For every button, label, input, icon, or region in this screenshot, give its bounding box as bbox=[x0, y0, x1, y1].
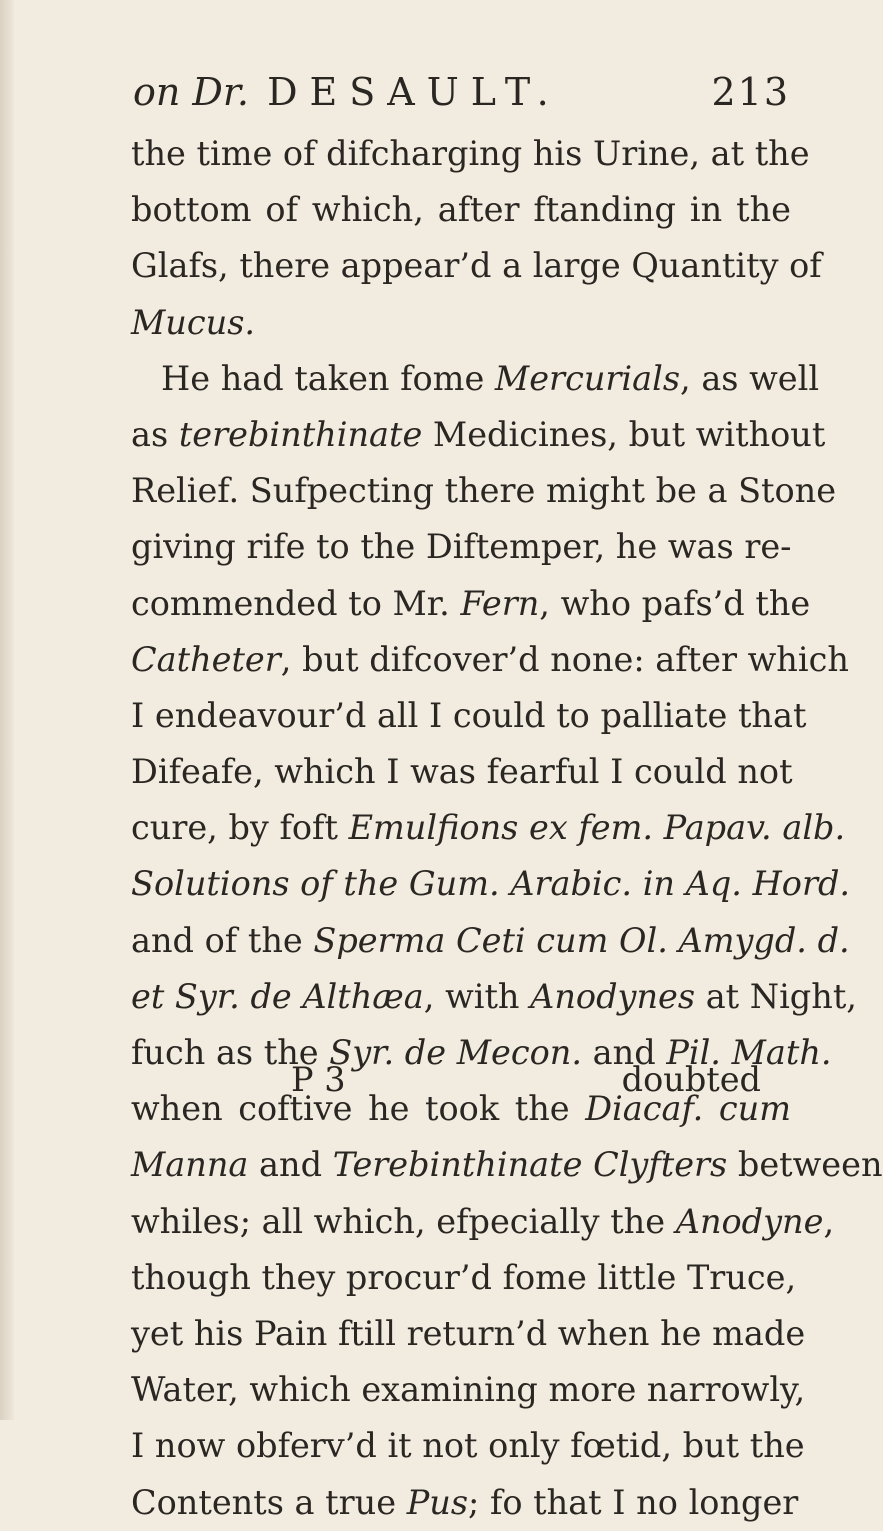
italic-segment: Anodynes bbox=[530, 976, 696, 1016]
text-segment: at Night, bbox=[695, 976, 857, 1016]
text-segment: yet his Pain ftill return’d when he made bbox=[131, 1313, 806, 1353]
text-segment: Relief. Sufpecting there might be a Stone bbox=[131, 471, 837, 511]
text-line bbox=[131, 1194, 835, 1250]
italic-segment: Pil. Math. bbox=[666, 1033, 832, 1072]
text-segment: commended to Mr. bbox=[131, 583, 461, 623]
text-segment: Water, which examining more narrowly, bbox=[131, 1370, 806, 1410]
italic-segment: terebinthinate bbox=[178, 414, 423, 454]
text-line bbox=[131, 1306, 806, 1362]
text-segment: Contents a true bbox=[131, 1482, 407, 1522]
text-segment: , with bbox=[423, 976, 531, 1016]
italic-segment: Anodyne bbox=[675, 1201, 824, 1241]
text-segment: and bbox=[582, 1033, 667, 1072]
text-line bbox=[131, 519, 791, 575]
text-segment: though they procur’d fome little Truce, bbox=[131, 1257, 797, 1297]
text-line bbox=[131, 1362, 806, 1418]
text-line bbox=[131, 1418, 805, 1474]
text-segment: between bbox=[727, 1145, 883, 1185]
text-segment: and of the bbox=[131, 920, 314, 960]
signature-mark: P 3 bbox=[291, 1060, 346, 1099]
text-line bbox=[131, 856, 851, 912]
text-segment: Medicines, but without bbox=[422, 414, 826, 454]
italic-segment: Emulfions ex fem. Papav. alb. bbox=[348, 808, 846, 848]
text-segment: ; fo that I no longer bbox=[468, 1482, 799, 1522]
page-binding-edge bbox=[0, 0, 14, 1420]
text-segment: the time of difcharging his Urine, at the bbox=[131, 134, 810, 173]
text-segment: , but difcover’d none: after which bbox=[280, 639, 849, 679]
text-line bbox=[131, 632, 849, 688]
text-line bbox=[131, 238, 822, 294]
text-line bbox=[131, 407, 826, 463]
text-segment: Glafs, there appear’d a large Quantity of bbox=[131, 246, 822, 286]
text-line bbox=[131, 463, 837, 519]
header-prefix: on Dr. bbox=[133, 70, 249, 114]
italic-segment: Mucus. bbox=[131, 302, 256, 342]
italic-segment: Diacaf. cum bbox=[585, 1089, 792, 1129]
text-segment: when coftive he took the bbox=[131, 1089, 586, 1129]
text-segment: , bbox=[823, 1201, 835, 1241]
text-segment: cure, by foft bbox=[131, 808, 349, 848]
text-segment: giving rife to the Diftemper, he was re- bbox=[131, 527, 792, 567]
text-line bbox=[131, 688, 807, 744]
text-line bbox=[131, 182, 791, 238]
page-footer bbox=[131, 1060, 791, 1120]
text-line bbox=[131, 1250, 797, 1306]
text-segment: , as well bbox=[680, 358, 820, 398]
italic-segment: Terebinthinate Clyfters bbox=[332, 1145, 728, 1185]
italic-segment: Mercurials bbox=[494, 358, 681, 398]
running-header bbox=[133, 70, 800, 130]
italic-segment: Pus bbox=[406, 1482, 469, 1522]
italic-segment: Solutions of the Gum. Arabic. in Aq. Hord. bbox=[131, 864, 851, 904]
text-line bbox=[131, 800, 846, 856]
text-segment: and bbox=[248, 1145, 333, 1185]
italic-segment: Sperma Ceti cum Ol. Amygd. d. bbox=[313, 920, 850, 960]
header-author: DESAULT. bbox=[267, 70, 561, 114]
italic-segment: et Syr. de Althæa bbox=[131, 976, 424, 1016]
text-line bbox=[131, 969, 857, 1025]
text-line bbox=[131, 913, 850, 969]
text-line bbox=[131, 295, 791, 351]
text-line bbox=[131, 351, 820, 407]
italic-segment: Fern bbox=[460, 583, 540, 623]
text-line bbox=[131, 576, 811, 632]
italic-segment: Manna bbox=[131, 1145, 249, 1185]
text-segment: , who pafs’d the bbox=[539, 583, 811, 623]
italic-segment: Syr. de Mecon. bbox=[329, 1033, 583, 1072]
text-segment: I now obferv’d it not only fœtid, but the bbox=[131, 1426, 805, 1466]
text-line bbox=[131, 1475, 799, 1531]
catchword: doubted bbox=[621, 1060, 761, 1099]
text-segment: He had taken fome bbox=[161, 358, 495, 398]
text-segment: bottom of which, after ftanding in the bbox=[131, 190, 791, 230]
text-line bbox=[131, 1137, 883, 1193]
text-segment: Difeafe, which I was fearful I could not bbox=[131, 752, 793, 792]
page-number: 213 bbox=[711, 70, 790, 114]
text-segment: as bbox=[131, 414, 179, 454]
italic-segment: Catheter bbox=[131, 639, 281, 679]
text-line bbox=[131, 126, 810, 182]
text-segment: I endeavour’d all I could to palliate that bbox=[131, 695, 807, 735]
text-segment: fuch as the bbox=[131, 1033, 330, 1072]
text-segment: whiles; all which, efpecially the bbox=[131, 1201, 676, 1241]
body-text bbox=[131, 126, 883, 1531]
text-line bbox=[131, 744, 791, 800]
